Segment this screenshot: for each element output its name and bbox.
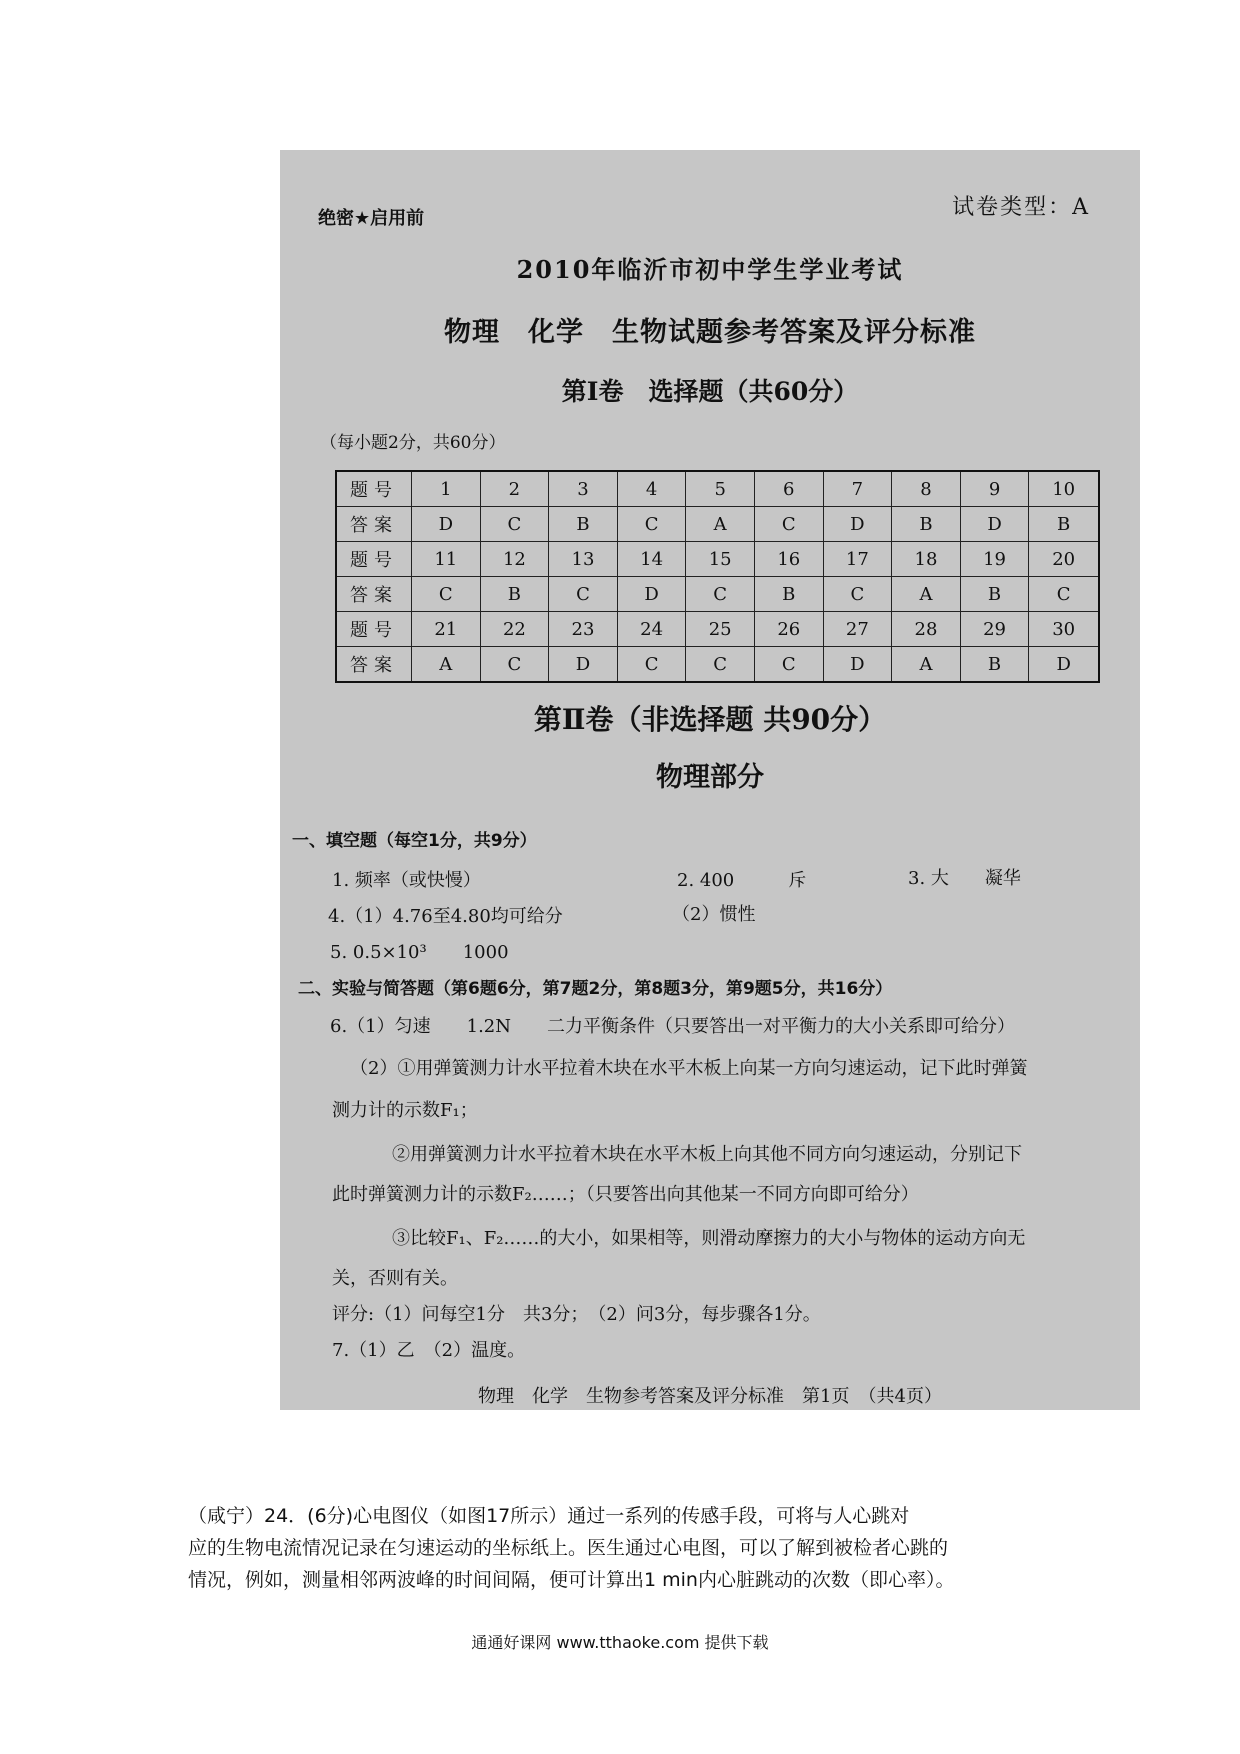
answer-cell: D [549,647,618,683]
part1-title: 第Ⅰ卷 选择题（共60分） [561,377,859,406]
answer-cell: C [754,507,823,542]
question-number-cell: 14 [617,542,686,577]
answer-cell: A [892,577,961,612]
download-credit: 通通好课网 www.tthaoke.com 提供下载 [471,1633,769,1652]
answer-cell: C [549,577,618,612]
scan-footer: 物理 化学 生物参考答案及评分标准 第1页 （共4页） [478,1386,942,1407]
question-number-cell: 13 [549,542,618,577]
answer-cell: B [754,577,823,612]
question-number-cell: 30 [1029,612,1099,647]
answer-cell: B [480,577,549,612]
answer-cell: A [686,507,755,542]
question-number-row-label: 题号 [336,612,412,647]
answer-q2: 2. 400 斥 [677,870,807,891]
question-number-cell: 3 [549,471,618,507]
question-number-cell: 9 [960,471,1029,507]
answer-cell: B [960,577,1029,612]
scoring-note: （每小题2分，共60分） [320,433,506,453]
question-number-cell: 26 [754,612,823,647]
answer-q6-step3-line1: ③比较F₁、F₂……的大小，如果相等，则滑动摩擦力的大小与物体的运动方向无 [392,1228,1026,1249]
answer-cell: C [754,647,823,683]
answer-cell: C [823,577,892,612]
question-number-cell: 7 [823,471,892,507]
answer-q6-step2-line1: ②用弹簧测力计水平拉着木块在水平木板上向其他不同方向匀速运动，分别记下 [392,1144,1022,1165]
answer-cell: B [960,647,1029,683]
answer-cell: D [617,577,686,612]
question-number-cell: 24 [617,612,686,647]
question-number-cell: 2 [480,471,549,507]
question-paragraph-line3: 情况，例如，测量相邻两波峰的时间间隔，便可计算出1 min内心脏跳动的次数（即心率）。 [188,1569,955,1591]
question-number-row-label: 题号 [336,542,412,577]
answer-q6-step1-line2: 测力计的示数F₁； [332,1100,478,1121]
answer-cell: D [823,647,892,683]
answer-cell: C [480,507,549,542]
question-number-cell: 21 [412,612,481,647]
answer-row [336,507,1099,542]
answer-cell: A [892,647,961,683]
answer-row-label: 答案 [336,577,412,612]
scanned-answer-sheet [280,150,1140,1410]
section2-heading: 二、实验与简答题（第6题6分，第7题2分，第8题3分，第9题5分，共16分） [298,979,893,999]
answer-cell: C [617,507,686,542]
answer-q6-part1: 6.（1）匀速 1.2N 二力平衡条件（只要答出一对平衡力的大小关系即可给分） [330,1016,1015,1037]
answer-cell: C [686,577,755,612]
question-number-row [336,542,1099,577]
section1-heading: 一、填空题（每空1分，共9分） [292,831,537,851]
answer-cell: D [1029,647,1099,683]
question-number-row [336,612,1099,647]
question-number-cell: 18 [892,542,961,577]
physics-section-title: 物理部分 [656,762,764,793]
question-number-cell: 4 [617,471,686,507]
question-number-cell: 19 [960,542,1029,577]
question-number-cell: 15 [686,542,755,577]
answer-cell: D [412,507,481,542]
paper-type: 试卷类型：A [952,195,1090,220]
question-number-row [336,471,1099,507]
answer-cell: C [617,647,686,683]
exam-title: 2010年临沂市初中学生学业考试 [516,255,904,284]
answer-row-label: 答案 [336,647,412,683]
answer-cell: B [892,507,961,542]
question-paragraph-line2: 应的生物电流情况记录在匀速运动的坐标纸上。医生通过心电图，可以了解到被检者心跳的 [188,1537,949,1559]
scoring-rule: 评分:（1）问每空1分 共3分； （2）问3分，每步骤各1分。 [332,1304,821,1325]
answer-cell: B [549,507,618,542]
answer-cell: C [412,577,481,612]
answer-table [335,470,1100,683]
answer-cell: D [823,507,892,542]
answer-row [336,577,1099,612]
question-number-cell: 12 [480,542,549,577]
part2-title: 第Ⅱ卷（非选择题 共90分） [533,703,887,736]
answer-cell: D [960,507,1029,542]
answer-row-label: 答案 [336,507,412,542]
question-number-cell: 28 [892,612,961,647]
answer-cell: A [412,647,481,683]
question-number-row-label: 题号 [336,471,412,507]
answer-q6-step1-line1: （2）①用弹簧测力计水平拉着木块在水平木板上向某一方向匀速运动，记下此时弹簧 [350,1058,1028,1079]
answer-q4-part2: （2）惯性 [672,904,756,925]
question-number-cell: 20 [1029,542,1099,577]
question-number-cell: 25 [686,612,755,647]
answer-cell: C [686,647,755,683]
question-number-cell: 1 [412,471,481,507]
question-paragraph-line1: （咸宁）24．(6分)心电图仪（如图17所示）通过一系列的传感手段，可将与人心跳对 [188,1505,910,1527]
question-number-cell: 23 [549,612,618,647]
question-number-cell: 8 [892,471,961,507]
question-number-cell: 11 [412,542,481,577]
answer-row [336,647,1099,683]
answer-q1: 1. 频率（或快慢） [332,870,481,891]
document-title: 物理 化学 生物试题参考答案及评分标准 [444,317,976,348]
answer-q6-step2-line2: 此时弹簧测力计的示数F₂……；（只要答出向其他某一不同方向即可给分） [332,1184,919,1205]
question-number-cell: 5 [686,471,755,507]
answer-q4-part1: 4.（1）4.76至4.80均可给分 [328,906,563,927]
answer-q6-step3-line2: 关，否则有关。 [332,1268,458,1289]
question-number-cell: 10 [1029,471,1099,507]
question-number-cell: 22 [480,612,549,647]
answer-q7: 7.（1）乙 （2）温度。 [332,1340,526,1361]
answer-q5: 5. 0.5×10³ 1000 [330,942,509,963]
question-number-cell: 6 [754,471,823,507]
question-number-cell: 29 [960,612,1029,647]
question-number-cell: 16 [754,542,823,577]
confidential-label: 绝密★启用前 [318,208,425,229]
answer-cell: C [480,647,549,683]
question-number-cell: 17 [823,542,892,577]
question-number-cell: 27 [823,612,892,647]
answer-cell: B [1029,507,1099,542]
answer-q3: 3. 大 凝华 [908,868,1021,889]
answer-cell: C [1029,577,1099,612]
